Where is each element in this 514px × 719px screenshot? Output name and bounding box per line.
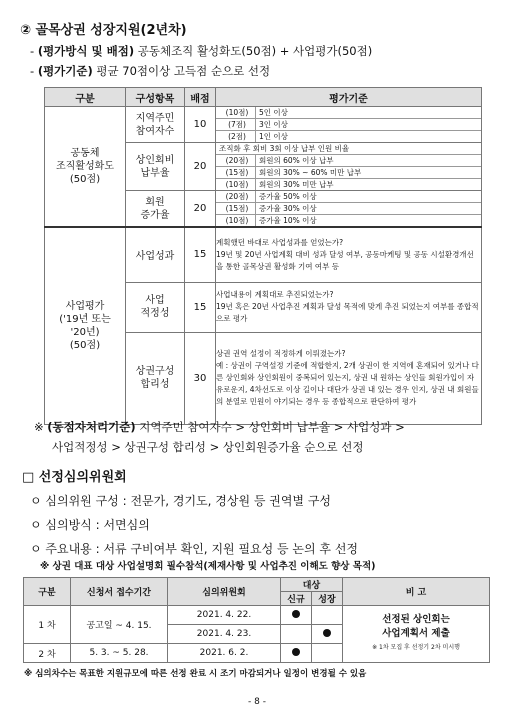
criteria-val: 회원의 30% ~ 60% 미만 납부 [256,167,482,179]
criteria-text: 사업내용이 계획대로 추진되었는가? 19년 혹은 20년 사업추진 계획과 달성 목적에 맞게 추진 되었는지 여부를 종합적으로 평가 [216,282,482,332]
section-title: ② 골목상권 성장지원(2년차) [20,23,187,38]
remark-note: ※ 1차 모집 후 선정기 2차 미시행 [372,644,460,651]
target-growth [312,644,343,663]
criteria-val: 증가율 10% 이상 [259,216,317,225]
date-cell: 2021. 4. 23. [168,625,281,644]
method-text: 공동체조직 활성화도(50점) + 사업평가(50점) [134,44,373,58]
col-header: 심의위원회 [168,578,281,606]
target-new [281,606,312,625]
method-label: (평가방식 및 배점) [37,44,135,58]
committee-item: ㅇ 주요내용 : 서류 구비여부 확인, 지원 필요성 등 논의 후 선정 [30,542,359,556]
criteria-cell [216,191,482,228]
remark-line: 사업계획서 제출 [382,628,450,639]
sub-header: 성장 [312,592,343,606]
col-header: 대상 [281,578,343,592]
tie-text: 지역주민 참여자수 > 상인회비 납부율 > 사업성과 > [135,420,405,434]
criteria-key: (10점) [216,179,256,191]
sub-header: 신규 [281,592,312,606]
col-header: 평가기준 [216,88,482,107]
footnote: ※ 심의차수는 목표한 지원규모에 따른 선정 완료 시 조기 마감되거나 일정이 변경될 수 있음 [24,669,367,679]
tie-line-1: ※ (동점자처리기준) 지역주민 참여자수 > 상인회비 납부율 > 사업성과 > [34,420,405,434]
item-cell: 사업 적정성 [126,282,185,332]
item-cell: 회원 증가율 [126,191,185,228]
score-cell: 20 [185,191,216,228]
criteria-key: (7점) [216,119,256,131]
criteria-val: 3인 이상 [256,119,482,131]
committee-title: □ 선정심의위원회 [22,470,127,485]
item-cell: 지역주민 참여자수 [126,107,185,143]
col-header: 구성항목 [126,88,185,107]
criteria-text: 평균 70점이상 고득점 순으로 선정 [92,64,271,78]
remark-cell [343,606,490,663]
target-growth [312,625,343,644]
col-header: 비 고 [343,578,490,606]
criteria-key: (2점) [216,131,256,143]
criteria-val: 증가율 50% 이상 [256,191,482,203]
target-growth [312,606,343,625]
evaluation-table [44,87,482,425]
criteria-head: 조직화 후 회비 3회 이상 납부 인원 비율 [216,143,481,155]
tie-line-2: 사업적정성 > 상권구성 합리성 > 상인회원증가율 순으로 선정 [52,440,364,454]
col-header: 배점 [185,88,216,107]
criteria-key: (20점) [216,191,256,203]
criteria-line: - (평가기준) 평균 70점이상 고득점 순으로 선정 [30,64,271,78]
dot-icon [323,629,331,637]
score-cell: 15 [185,282,216,332]
score-cell: 30 [185,332,216,424]
schedule-table [23,577,490,663]
criteria-key: (10점) [216,107,256,119]
criteria-val: 5인 이상 [256,107,482,119]
score-cell: 20 [185,143,216,191]
criteria-key: (10점) [216,215,256,227]
period-cell: 공고일 ~ 4. 15. [71,606,168,644]
col-header: 구분 [24,578,71,606]
committee-note: ※ 상권 대표 대상 사업설명회 필수참석(제재사항 및 사업추진 이해도 향상 목적) [40,561,376,572]
criteria-val: 1인 이상 [259,132,288,141]
criteria-text: 계획했던 바대로 사업성과를 얻었는가? 19년 및 20년 사업계획 대비 성과 달성 여부, 공동마케팅 및 공동 시설환경개선을 통한 골목상권 활성화 기여 여부 등 [216,227,482,282]
criteria-key: (20점) [216,155,256,167]
item-cell: 상권구성 합리성 [126,332,185,424]
item-cell: 사업성과 [126,227,185,282]
committee-item: ㅇ 심의방식 : 서면심의 [30,518,150,532]
criteria-val: 회원의 60% 이상 납부 [256,155,482,167]
criteria-cell [216,107,482,143]
group-cell: 사업평가 ('19년 또는 '20년) (50점) [45,227,126,424]
phase-cell: 1 차 [24,606,71,644]
method-line: - (평가방식 및 배점) 공동체조직 활성화도(50점) + 사업평가(50점) [30,44,373,58]
score-cell: 10 [185,107,216,143]
dot-icon [292,610,300,618]
criteria-key: (15점) [216,203,256,215]
period-cell: 5. 3. ~ 5. 28. [71,644,168,663]
col-header: 구분 [45,88,126,107]
tie-label: (동점자처리기준) [47,420,136,434]
target-new [281,625,312,644]
remark-line: 선정된 상인회는 [382,614,450,625]
target-new [281,644,312,663]
criteria-key: (15점) [216,167,256,179]
criteria-val: 회원의 30% 미만 납부 [259,180,334,189]
col-header: 신청서 접수기간 [71,578,168,606]
item-cell: 상인회비 납부율 [126,143,185,191]
group-cell: 공동체 조직활성화도 (50점) [45,107,126,228]
date-cell: 2021. 4. 22. [168,606,281,625]
date-cell: 2021. 6. 2. [168,644,281,663]
phase-cell: 2 차 [24,644,71,663]
dot-icon [292,648,300,656]
score-cell: 15 [185,227,216,282]
page-number: - 8 - [248,697,266,707]
criteria-cell [216,143,482,191]
criteria-text: 상권 권역 설정이 적정하게 이뤄졌는가? 예 : 상권이 구역설정 기준에 적합한지, 2개 상권이 한 지역에 혼재되어 있거나 다른 상인회와 상인회원이 중복되어 있는지, 상권 내 원하는 상인들 회원가입이 자유로운지, 4차선도로 이상 길이나 대단가 상권 내 있는 경우 인지, 상권 내 회원들의 분열로 민원이 야기되는 경우 등 종합적으로 판단하여 평가 [216,332,482,424]
criteria-label: (평가기준) [37,64,93,78]
criteria-val: 증가율 30% 이상 [256,203,482,215]
committee-item: ㅇ 심의위원 구성 : 전문가, 경기도, 경상원 등 권역별 구성 [30,494,332,508]
